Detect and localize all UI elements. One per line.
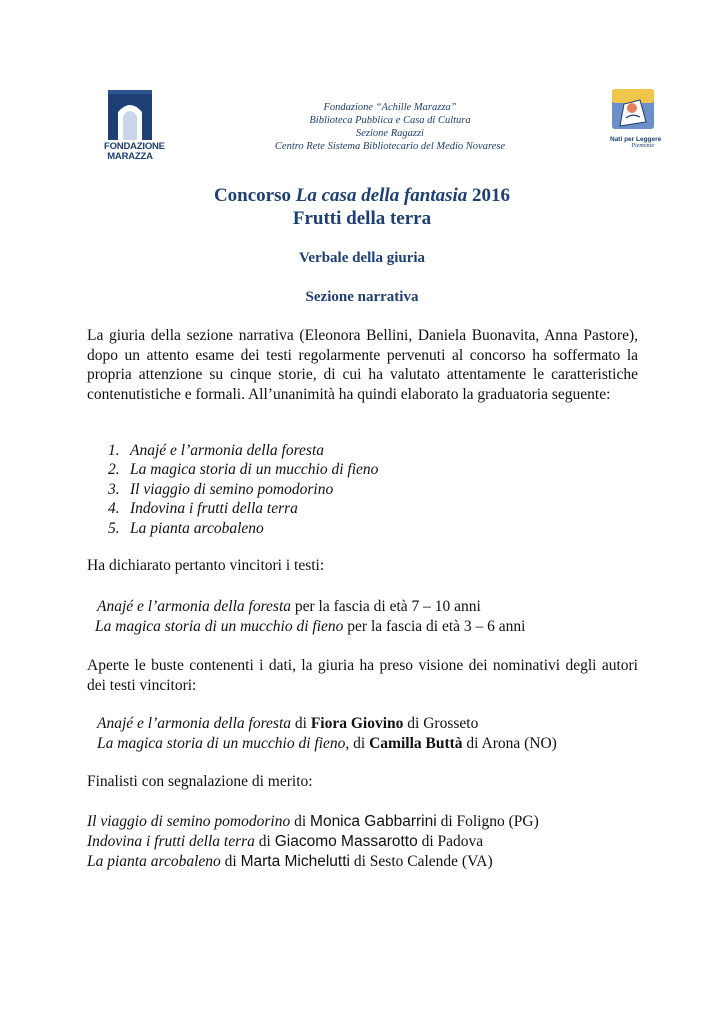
finalist-line: La pianta arcobaleno di Marta Michelutti di Sesto Calende (VA) bbox=[87, 853, 493, 870]
finalist-line: Indovina i frutti della terra di Giacomo Massarotto di Padova bbox=[87, 833, 484, 850]
institution-header bbox=[200, 101, 580, 153]
author-line: La magica storia di un mucchio di fieno, di Camilla Buttà di Arona (NO) bbox=[97, 735, 557, 752]
nati-per-leggere-logo bbox=[610, 88, 662, 150]
verbale-heading: Verbale della giuria bbox=[298, 250, 426, 266]
logo-right-sub: Piemonte bbox=[631, 143, 654, 149]
logo-right-caption: Nati per Leggere bbox=[610, 136, 662, 143]
winner-line: La magica storia di un mucchio di fieno per la fascia di età 3 – 6 anni bbox=[95, 618, 526, 635]
contest-subtitle: Frutti della terra bbox=[292, 208, 432, 229]
ranking-list bbox=[108, 441, 378, 538]
finalists-intro: Finalisti con segnalazione di merito: bbox=[87, 773, 313, 790]
contest-title bbox=[0, 185, 724, 207]
section-heading: Sezione narrativa bbox=[305, 289, 419, 305]
list-item: 5. La pianta arcobaleno bbox=[108, 519, 264, 537]
header-line3: Sezione Ragazzi bbox=[356, 128, 424, 139]
list-item: 3. Il viaggio di semino pomodorino bbox=[108, 480, 334, 498]
header-line1: Fondazione “Achille Marazza” bbox=[323, 102, 457, 113]
author-line: Anajé e l’armonia della foresta di Fiora Giovino di Grosseto bbox=[97, 715, 479, 732]
list-item: 4. Indovina i frutti della terra bbox=[108, 500, 298, 518]
list-item: 2. La magica storia di un mucchio di fieno bbox=[108, 461, 379, 479]
list-item: 1. Anajé e l’armonia della foresta bbox=[108, 442, 325, 459]
authors-intro: Aperte le buste contenenti i dati, la giuria ha preso visione dei nominativi degli autori dei testi vincitori: bbox=[87, 657, 638, 694]
logo-caption-line1: FONDAZIONE bbox=[104, 141, 165, 152]
winners-intro: Ha dichiarato pertanto vincitori i testi: bbox=[87, 557, 325, 574]
contest-title-suffix: 2016 bbox=[467, 185, 511, 206]
finalist-line: Il viaggio di semino pomodorino di Monica Gabbarrini di Foligno (PG) bbox=[87, 813, 539, 830]
header-line2: Biblioteca Pubblica e Casa di Cultura bbox=[309, 115, 471, 126]
contest-title-prefix: Concorso bbox=[213, 185, 296, 206]
logo-caption-line2: MARAZZA bbox=[107, 151, 153, 162]
winner-line: Anajé e l’armonia della foresta per la fascia di età 7 – 10 anni bbox=[97, 598, 481, 615]
fondazione-marazza-logo bbox=[104, 88, 165, 166]
contest-title-italic: La casa della fantasia bbox=[295, 185, 468, 206]
header-line4: Centro Rete Sistema Bibliotecario del Medio Novarese bbox=[274, 141, 506, 152]
arch-icon bbox=[104, 88, 156, 140]
intro-paragraph: La giuria della sezione narrativa (Eleonora Bellini, Daniela Buonavita, Anna Pastore), dopo un attento esame dei testi regolarmente pervenuti al concorso ha soffermato la propria attenzione su cinque storie, di cui ha valutato attentamente le caratteristiche contenutistiche e formali. All’unanimità ha quindi elaborato la graduatoria seguente: bbox=[87, 327, 638, 403]
reading-illustration-icon bbox=[610, 88, 656, 130]
